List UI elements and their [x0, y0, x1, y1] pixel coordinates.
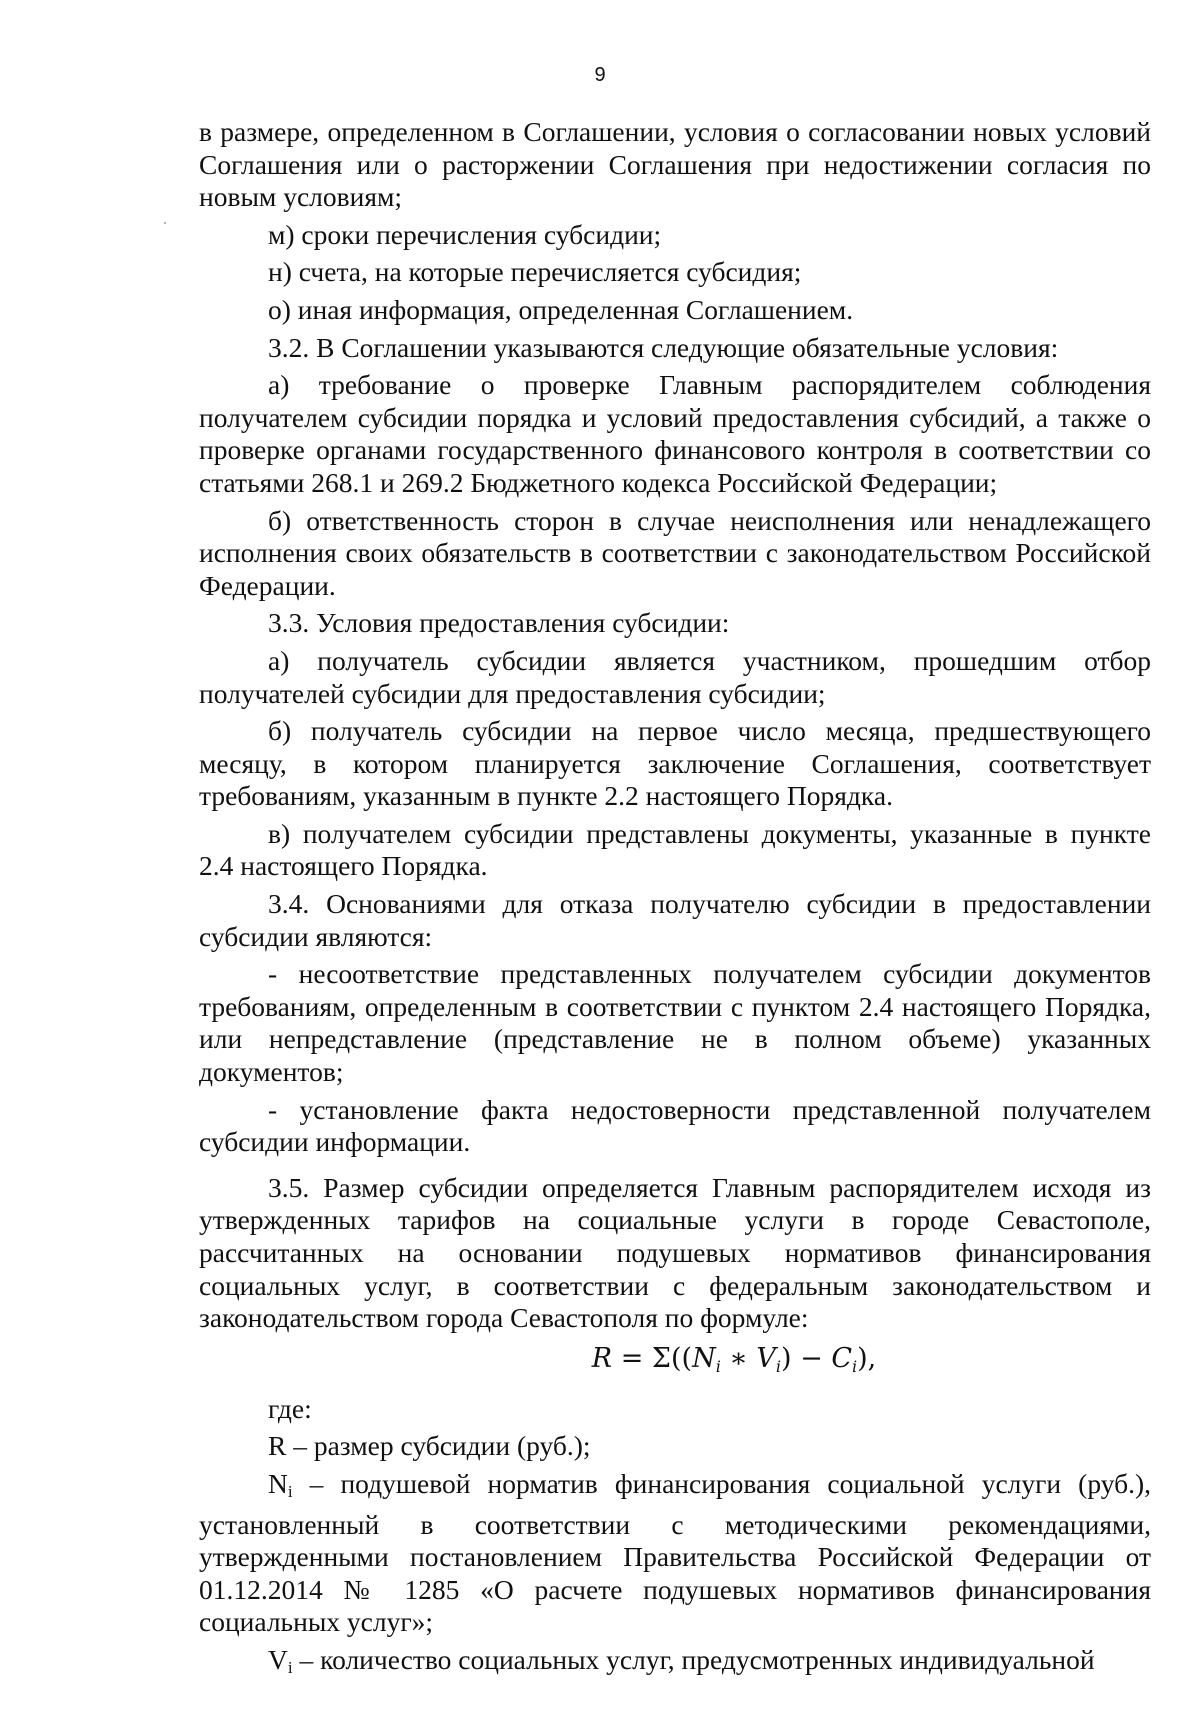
- formula-v: V: [756, 1342, 776, 1374]
- where-label: где:: [268, 1392, 312, 1424]
- paragraph-3-4-item-2: - установление факта недостоверности представленной получателем субсидии информации.: [199, 1093, 1151, 1158]
- paragraph-item-o: о) иная информация, определенная Соглашением.: [268, 293, 854, 325]
- paragraph-3-4-item-1: - несоответствие представленных получателем субсидии документов требованиям, определенным в соответствии с пунктом 2.4 настоящего Порядка, или непредставление (представление не в полном объеме) указанных документов;: [199, 958, 1151, 1088]
- paragraph-item-m: м) сроки перечисления субсидии;: [268, 218, 662, 250]
- formula-c: C: [831, 1342, 852, 1374]
- formula-n: N: [692, 1342, 716, 1374]
- paragraph-continuation: в размере, определенном в Соглашении, условия о согласовании новых условий Соглашения или о расторжении Соглашения при недостижении согласия по новым условиям;: [199, 116, 1151, 213]
- definition-n-index: i: [287, 1481, 293, 1501]
- definition-v-text: – количество социальных услуг, предусмотренных индивидуальной: [292, 1643, 1095, 1675]
- paragraph-3-3-a: а) получатель субсидии является участником, прошедшим отбор получателей субсидии для предоставления субсидии;: [199, 644, 1151, 709]
- definition-v-index: i: [287, 1657, 293, 1677]
- paragraph-3-3-v: в) получателем субсидии представлены документы, указанные в пункте 2.4 настоящего Порядка.: [199, 817, 1151, 882]
- formula-sum: Σ: [651, 1342, 671, 1374]
- scan-speck: [164, 222, 166, 224]
- paragraph-item-n: н) счета, на которые перечисляется субсидия;: [268, 256, 802, 288]
- definition-n-symbol: N: [268, 1467, 288, 1499]
- formula-minus: ) −: [781, 1342, 832, 1374]
- formula-times: ∗: [729, 1342, 748, 1374]
- page-number: 9: [594, 64, 606, 86]
- formula-n-index: i: [715, 1356, 721, 1376]
- paragraph-3-3: 3.3. Условия предоставления субсидии:: [268, 607, 730, 639]
- formula-close: ),: [857, 1342, 877, 1374]
- paragraph-3-2-a: а) требование о проверке Главным распорядителем соблюдения получателем субсидии порядка и условий предоставления субсидий, а также о проверке органами государственного финансового контроля в соответствии со статьями 268.1 и 269.2 Бюджетного кодекса Российской Федерации;: [199, 369, 1151, 498]
- definition-n: [199, 1468, 1151, 1639]
- formula-c-index: i: [852, 1356, 858, 1376]
- formula-r: R: [591, 1342, 613, 1374]
- definition-r: R – размер субсидии (руб.);: [268, 1430, 591, 1462]
- paragraph-3-4: 3.4. Основаниями для отказа получателю субсидии в предоставлении субсидии являются:: [199, 888, 1151, 952]
- definition-v-symbol: V: [268, 1643, 288, 1675]
- paragraph-3-2-b: б) ответственность сторон в случае неисполнения или ненадлежащего исполнения своих обязательств в соответствии с законодательством Российской Федерации.: [199, 504, 1151, 601]
- paragraph-3-2: 3.2. В Соглашении указываются следующие обязательные условия:: [268, 331, 1059, 363]
- definition-v: [199, 1644, 1151, 1685]
- paragraph-3-5: 3.5. Размер субсидии определяется Главным распорядителем исходя из утвержденных тарифов на социальные услуги в городе Севастополе, рассчитанных на основании подушевых нормативов финансирования социальных услуг, в соответствии с федеральным законодательством и законодательством города Севастополя по формуле:: [199, 1171, 1151, 1334]
- definition-n-text: – подушевой норматив финансирования социальной услуги (руб.), установленный в соответствии с методическими рекомендациями, утвержденными постановлением Правительства Российской Федерации от 01.12.2014 № 1285 «О расчете подушевых нормативов финансирования социальных услуг»;: [199, 1467, 1151, 1638]
- document-body: [199, 116, 1151, 1685]
- subsidy-formula: [199, 1339, 1151, 1387]
- formula-open: ((: [671, 1342, 693, 1374]
- paragraph-3-3-b: б) получатель субсидии на первое число месяца, предшествующего месяцу, в котором планируется заключение Соглашения, соответствует требованиям, указанным в пункте 2.2 настоящего Порядка.: [199, 715, 1151, 812]
- formula-equals: =: [620, 1342, 644, 1374]
- formula-v-index: i: [775, 1356, 781, 1376]
